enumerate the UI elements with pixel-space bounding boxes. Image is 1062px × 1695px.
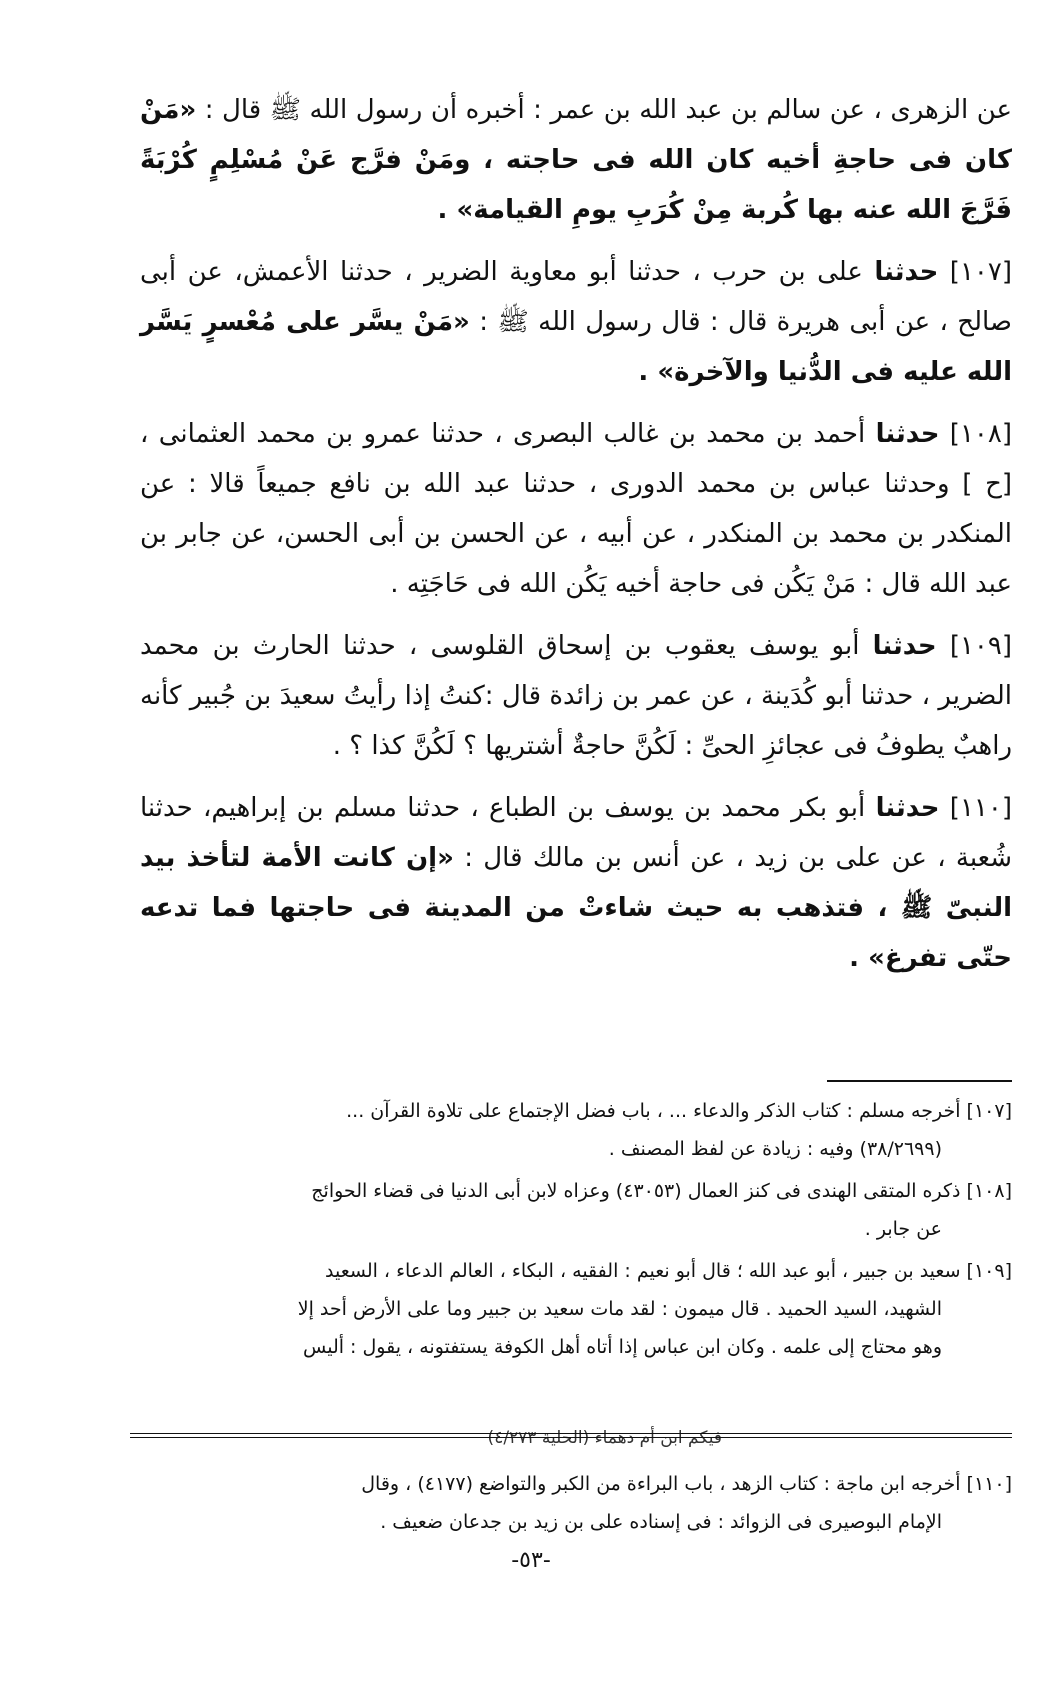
footnote-line: [١٠٧] أخرجه مسلم : كتاب الذكر والدعاء ... ، باب فضل الإجتماع على تلاوة القرآن ...	[346, 1100, 1012, 1122]
haddathana-label: حدثنا	[875, 793, 940, 823]
footnote-line: عن جابر .	[864, 1218, 942, 1240]
paragraph-110	[140, 783, 1012, 983]
footnote-110	[140, 1465, 1012, 1541]
footnote-107	[140, 1092, 1012, 1168]
paragraph-intro	[140, 85, 1012, 235]
footnote-line: الإمام البوصيرى فى الزوائد : فى إسناده على بن زيد بن جدعان ضعيف .	[380, 1511, 942, 1533]
main-text	[140, 85, 1012, 995]
footnote-line: الشهيد، السيد الحميد . قال ميمون : لقد مات سعيد بن جبير وما على الأرض أحد إلا	[297, 1298, 942, 1320]
hadith-text: «إن كانت الأمة لتأخذ بيد النبىّ ﷺ ، فتذهب به حيث شاءتْ من المدينة فى حاجتها فما تدعه حتّى تفرغ» .	[140, 843, 1012, 973]
hadith-number: [١٠٩]	[949, 631, 1013, 661]
hadith-number: [١١٠]	[949, 793, 1013, 823]
paragraph-107	[140, 247, 1012, 397]
haddathana-label: حدثنا	[874, 257, 939, 287]
paragraph-109	[140, 621, 1012, 771]
text-segment: عن الزهرى ، عن سالم بن عبد الله بن عمر : أخبره أن رسول الله ﷺ قال :	[204, 95, 1013, 125]
footnote-line: [١١٠] أخرجه ابن ماجة : كتاب الزهد ، باب البراءة من الكبر والتواضع (٤١٧٧) ، وقال	[361, 1473, 1012, 1495]
haddathana-label: حدثنا	[875, 419, 940, 449]
struck-through-line: فيكم ابن أم دهماء (الحلية ٤/٢٧٣)	[487, 1428, 722, 1448]
footnote-line: [١٠٩] سعيد بن جبير ، أبو عبد الله ؛ قال أبو نعيم : الفقيه ، البكاء ، العالم الدعاء ، السعيد	[325, 1260, 1012, 1282]
haddathana-label: حدثنا	[872, 631, 937, 661]
paragraph-108	[140, 409, 1012, 609]
double-rule	[130, 1433, 1012, 1438]
hadith-text: «مَنْ يسَّر على مُعْسرٍ يَسَّر الله عليه فى الدُّنيا والآخرة» .	[140, 307, 1012, 387]
text-segment: أحمد بن محمد بن غالب البصرى ، حدثنا عمرو بن محمد العثمانى ، [ح ] وحدثنا عباس بن محمد الدورى ، حدثنا عبد الله بن نافع جميعاً قالا : عن المنكدر بن محمد بن المنكدر ، عن أبيه ، عن الحسن بن أبى الحسن، عن جابر بن عبد الله قال : مَنْ يَكُن فى حاجة أخيه يَكُن الله فى حَاجَتِه .	[140, 419, 1012, 599]
footnote-separator	[827, 1080, 1012, 1082]
hadith-text: «مَنْ كان فى حاجةِ أخيه كان الله فى حاجته ، ومَنْ فرَّج عَنْ مُسْلِمٍ كُرْبَةً فَرَّجَ الله عنه بها كُربة مِنْ كُرَبِ يومِ القيامة» .	[140, 95, 1012, 225]
footnote-line: (٣٨/٢٦٩٩) وفيه : زيادة عن لفظ المصنف .	[608, 1138, 942, 1160]
footnote-line: [١٠٨] ذكره المتقى الهندى فى كنز العمال (٤٣٠٥٣) وعزاه لابن أبى الدنيا فى قضاء الحوائج	[311, 1180, 1012, 1202]
footnotes	[140, 1092, 1012, 1370]
hadith-number: [١٠٧]	[949, 257, 1013, 287]
text-segment: على بن حرب ، حدثنا أبو معاوية الضرير ، حدثنا الأعمش، عن أبى صالح ، عن أبى هريرة قال : قال رسول الله ﷺ :	[140, 257, 1012, 337]
text-segment: أبو بكر محمد بن يوسف بن الطباع ، حدثنا مسلم بن إبراهيم، حدثنا شُعبة ، عن على بن زيد ، عن أنس بن مالك قال :	[140, 793, 1013, 873]
text-segment: أبو يوسف يعقوب بن إسحاق القلوسى ، حدثنا الحارث بن محمد الضرير ، حدثنا أبو كُدَينة ، عن عمر بن زائدة قال :كنتُ إذا رأيتُ سعيدَ بن جُبير كأنه راهبٌ يطوفُ فى عجائزِ الحىِّ : لَكُنَّ حاجةٌ أشتريها ؟ لَكُنَّ كذا ؟ .	[140, 631, 1012, 761]
footnote-108	[140, 1172, 1012, 1248]
footnote-109	[140, 1252, 1012, 1366]
hadith-number: [١٠٨]	[949, 419, 1013, 449]
footnote-line: وهو محتاج إلى علمه . وكان ابن عباس إذا أتاه أهل الكوفة يستفتونه ، يقول : أليس	[302, 1336, 942, 1358]
page-number: -٥٣-	[511, 1548, 551, 1573]
